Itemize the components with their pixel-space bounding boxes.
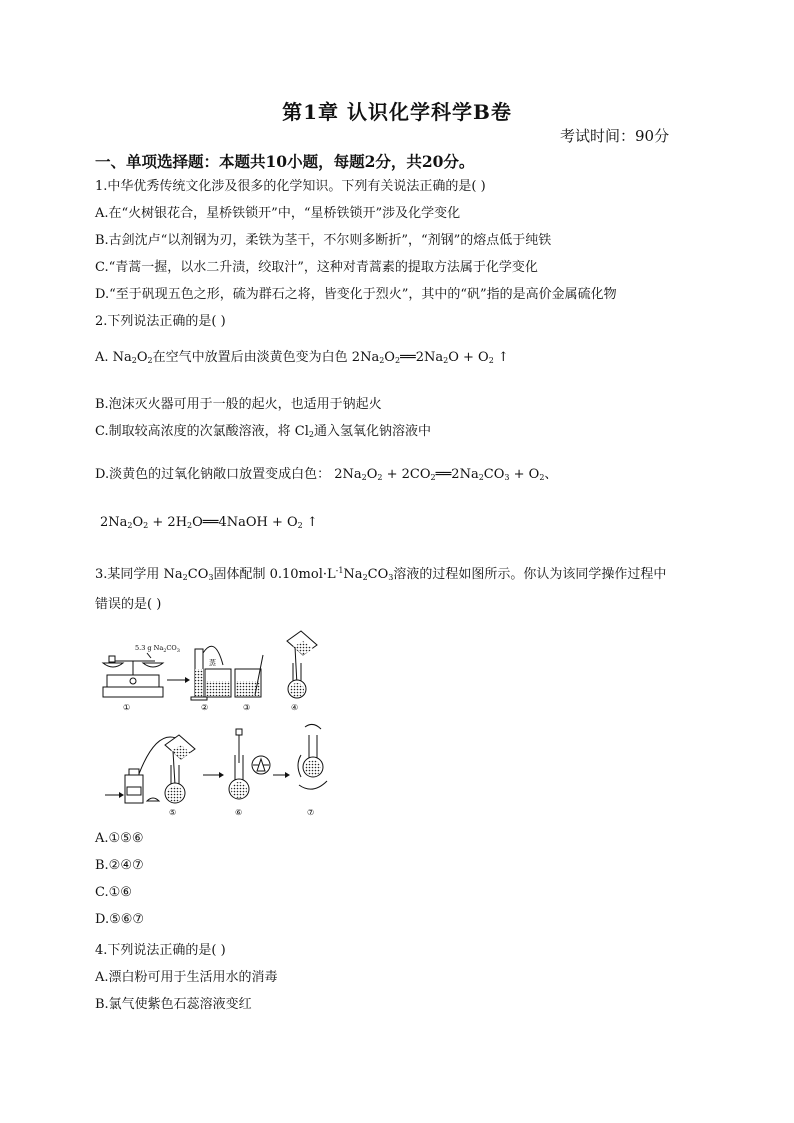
reagent-bottle bbox=[125, 769, 143, 803]
q1-option-c: C.“青蒿一握，以水二升渍，绞取汁”，这种对青蒿素的提取方法属于化学变化 bbox=[95, 260, 538, 275]
q3-option-c: C.①⑥ bbox=[95, 885, 132, 900]
q1-option-d: D.“至于矾现五色之形，硫为群石之将，皆变化于烈火”，其中的“矾”指的是高价金属硫化物 bbox=[95, 287, 617, 302]
step-label-1: ① bbox=[123, 703, 131, 712]
flask-pouring-4 bbox=[287, 631, 317, 698]
q2-option-d-line2: $2Na_2O_2$ + $2H_2O══4NaOH + O_2$ ↑ bbox=[100, 515, 318, 530]
step-label-5: ⑤ bbox=[169, 808, 177, 817]
q4-option-a: A.漂白粉可用于生活用水的消毒 bbox=[95, 970, 278, 985]
step-label-4: ④ bbox=[291, 703, 299, 712]
q4-option-b: B.氯气使紫色石蕊溶液变红 bbox=[95, 997, 252, 1012]
step-label-3: ③ bbox=[243, 703, 251, 712]
flask-pouring-5 bbox=[165, 735, 195, 803]
flask-dropper-6 bbox=[229, 729, 270, 799]
solution-preparation-figure bbox=[95, 625, 335, 825]
q1-stem: 1.中华优秀传统文化涉及很多的化学知识。下列有关说法正确的是( ) bbox=[95, 179, 486, 194]
q3-option-b: B.②④⑦ bbox=[95, 858, 144, 873]
step-label-2: ② bbox=[201, 703, 209, 712]
beaker-2 bbox=[205, 669, 231, 697]
flask-inverting-7 bbox=[298, 724, 327, 789]
q2-stem: 2.下列说法正确的是( ) bbox=[95, 314, 226, 329]
beaker-3-stirring bbox=[235, 655, 263, 697]
water-label-1: 蒸 bbox=[209, 659, 216, 667]
q1-option-b: B.古剑沈卢“以剂钢为刃，柔铁为茎干，不尔则多断折”，“剂钢”的熔点低于纯铁 bbox=[95, 233, 552, 248]
section-heading: 一、单项选择题：本题共10小题，每题2分，共20分。 bbox=[95, 152, 475, 171]
q2-option-a: A. $Na_2O_2$在空气中放置后由淡黄色变为白色 $2Na_2O_2══2Na_2O + O_2$ ↑ bbox=[95, 350, 509, 365]
mass-label: 5.3 g $Na_2CO_3$ bbox=[135, 644, 180, 654]
q2-option-d: D.淡黄色的过氧化钠敞口放置变成白色： $2Na_2O_2$ + $2CO_2══2Na_2CO_3 + O_2$、 bbox=[95, 467, 558, 482]
q2-option-c: C.制取较高浓度的次氯酸溶液，将 $Cl_2$通入氢氧化钠溶液中 bbox=[95, 424, 431, 439]
q1-option-a: A.在“火树银花合，星桥铁锁开”中，“星桥铁锁开”涉及化学变化 bbox=[95, 206, 461, 221]
equation-arrow: ══ bbox=[435, 467, 452, 482]
exam-time: 考试时间：90分 bbox=[560, 127, 670, 145]
q3-option-d: D.⑤⑥⑦ bbox=[95, 912, 145, 927]
q2-option-b: B.泡沫灭火器可用于一般的起火，也适用于钠起火 bbox=[95, 397, 382, 412]
step-label-7: ⑦ bbox=[307, 808, 315, 817]
equation-arrow: ══ bbox=[400, 350, 416, 365]
q4-stem: 4.下列说法正确的是( ) bbox=[95, 943, 226, 958]
equation-arrow: ══ bbox=[202, 515, 219, 530]
q3-option-a: A.①⑤⑥ bbox=[95, 831, 144, 846]
page-title: 第1章 认识化学科学B卷 bbox=[282, 100, 512, 124]
q3-stem-line2: 错误的是( ) bbox=[95, 597, 162, 612]
balance-scale bbox=[103, 656, 163, 697]
step-label-6: ⑥ bbox=[235, 808, 243, 817]
q3-stem: 3.某同学用 $Na_2CO_3$固体配制 $0.10mol\cdot L^{-1}Na_2CO_3$溶液的过程如图所示。你认为该同学操作过程中 bbox=[95, 566, 667, 582]
